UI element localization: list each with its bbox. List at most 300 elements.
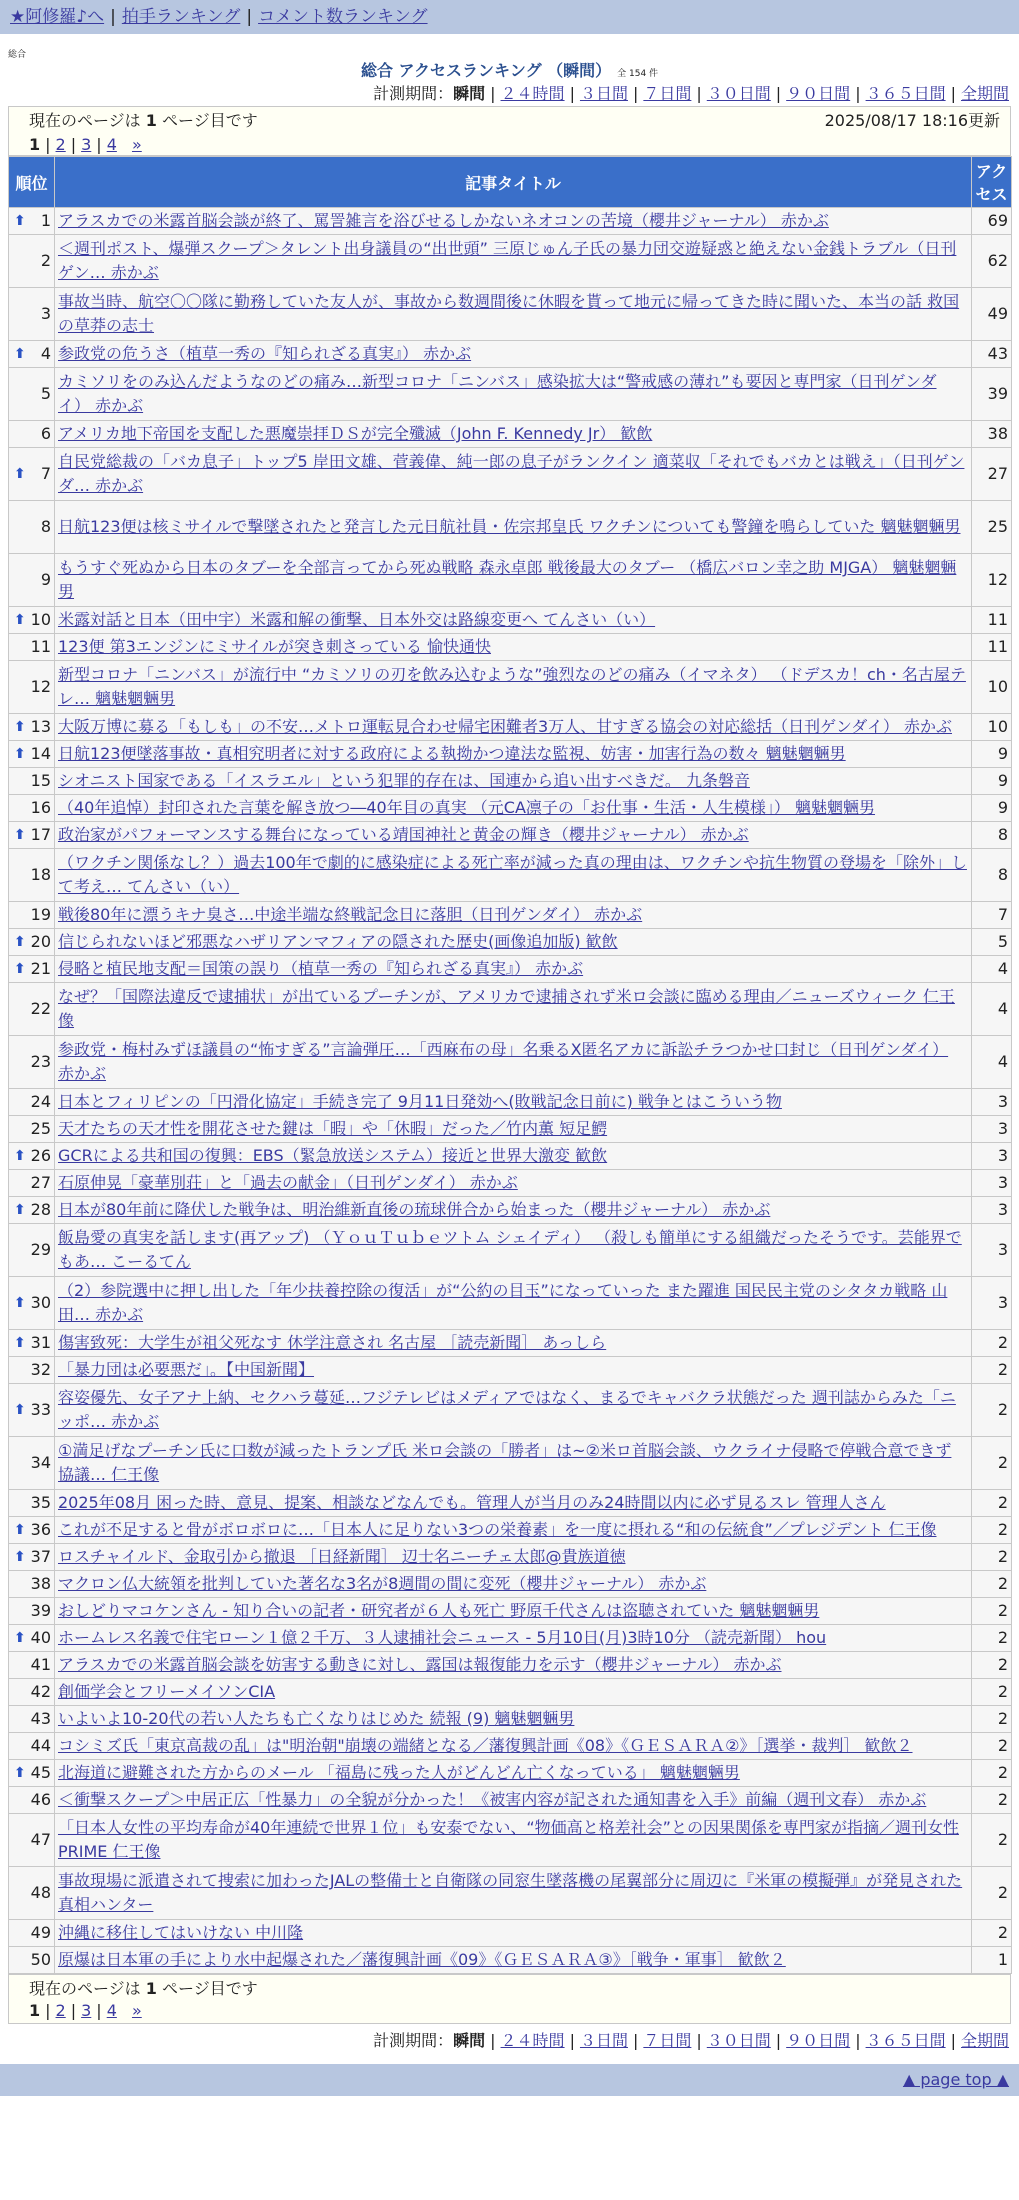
rank-cell [9,1357,55,1384]
rank-cell [9,368,55,421]
period-option-6[interactable]: 全期間 [960,84,1009,103]
title-cell [55,1170,972,1197]
rank-number: 6 [40,424,51,443]
period-separator: | [855,2031,861,2050]
title-cell [55,1814,972,1867]
rank-number: 30 [30,1293,51,1312]
rank-cell [9,288,55,341]
period-option-3[interactable]: ３０日間 [706,84,771,103]
period-option-2[interactable]: ７日間 [643,2031,692,2050]
article-title-link[interactable]: 日本とフィリピンの「円滑化協定」手続き完了 9月11日発効へ(敗戦記念日前に) 戦争とはこういう物 [58,1092,782,1111]
article-title-link[interactable]: 容姿優先、女子アナ上納、セクハラ蔓延…フジテレビはメディアではなく、まるでキャバクラ状態だった 週刊誌からみた「ニッポ… 赤かぶ [58,1388,956,1431]
rank-number: 47 [30,1830,51,1849]
title-cell [55,208,972,235]
rank-number: 42 [30,1682,51,1701]
article-title-link[interactable]: 米露対話と日本（田中宇）米露和解の衝撃、日本外交は路線変更へ てんさい（い） [58,610,656,629]
rank-cell [9,1598,55,1625]
access-count: 12 [972,554,1012,607]
access-count: 2 [972,1517,1012,1544]
title-cell [55,1330,972,1357]
title-cell [55,1224,972,1277]
article-title-link[interactable]: 石原伸晃「豪華別荘」と「過去の献金」（日刊ゲンダイ） 赤かぶ [58,1173,518,1192]
rank-number: 18 [30,865,51,884]
rank-number: 10 [30,610,51,629]
rank-cell [9,634,55,661]
rank-number: 24 [30,1092,51,1111]
title-cell [55,983,972,1036]
rank-cell [9,1760,55,1787]
period-separator: | [490,84,496,103]
rank-number: 7 [40,464,51,483]
title-cell [55,1197,972,1224]
pager-bottom [29,2001,1000,2020]
rank-cell [9,661,55,714]
period-option-1[interactable]: ３日間 [579,84,628,103]
article-title-link[interactable]: アラスカでの米露首脳会談を妨害する動きに対し、露国は報復能力を示す（櫻井ジャーナル） 赤かぶ [58,1655,782,1674]
rank-number: 23 [30,1052,51,1071]
rank-cell [9,1384,55,1437]
table-row [9,1384,1012,1437]
title-cell [55,554,972,607]
pager [29,133,1000,157]
access-count: 2 [972,1571,1012,1598]
rank-number: 22 [30,999,51,1018]
article-title-link[interactable]: 大阪万博に募る「もしも」の不安…メトロ運転見合わせ帰宅困難者3万人、甘すぎる協会の対応総括（日刊ゲンダイ） 赤かぶ [58,717,952,736]
article-title-link[interactable]: 創価学会とフリーメイソンCIA [58,1682,276,1701]
pager-page-4[interactable]: 4 [106,135,117,154]
access-count: 2 [972,1814,1012,1867]
up-arrow-icon: ⬆ [14,612,26,628]
title-cell [55,634,972,661]
article-title-link[interactable]: 日航123便墜落事故・真相究明者に対する政府による執拗かつ違法な監視、妨害・加害行為の数々 魑魅魍魎男 [58,744,846,763]
title-cell [55,1571,972,1598]
table-row [9,448,1012,501]
ranking-table [8,156,1012,1974]
article-title-link[interactable]: これが不足すると骨がボロボロに…「日本人に足りない3つの栄養素」を一度に摂れる“和の伝統食”／プレジデント 仁王像 [58,1520,937,1539]
table-row [9,822,1012,849]
article-title-link[interactable]: 「日本人女性の平均寿命が40年連続で世界１位」も安泰でない、“物価高と格差社会”との因果関係を専門家が指摘／週刊女性PRIME 仁王像 [58,1818,959,1861]
access-count: 4 [972,1036,1012,1089]
article-title-link[interactable]: 侵略と植民地支配＝国策の誤り（植草一秀の『知られざる真実』） 赤かぶ [58,959,584,978]
rank-number: 50 [30,1950,51,1969]
rank-number: 33 [30,1400,51,1419]
title-cell [55,902,972,929]
rank-number: 43 [30,1709,51,1728]
article-title-link[interactable]: 新型コロナ「ニンバス」が流行中 “カミソリの刃を飲み込むような”強烈なのどの痛み（イマネタ） （ドデスカ！ch・名古屋テレ… 魑魅魍魎男 [58,665,966,708]
article-title-link[interactable]: アラスカでの米露首脳会談が終了、罵詈雑言を浴びせるしかないネオコンの苦境（櫻井ジャーナル） 赤かぶ [58,211,829,230]
access-count: 2 [972,1920,1012,1947]
page-info-box-bottom [8,1974,1011,2024]
total-count: 全 154 件 [617,69,659,79]
access-count: 3 [972,1116,1012,1143]
rank-cell [9,421,55,448]
title-cell [55,1920,972,1947]
access-count: 62 [972,235,1012,288]
pager-page-4[interactable]: 4 [106,2001,117,2020]
rank-cell [9,208,55,235]
title-cell [55,1384,972,1437]
rank-cell [9,902,55,929]
period-label: 計測期間： [373,84,454,103]
pager-separator: | [96,2001,102,2020]
period-option-0[interactable]: ２４時間 [500,2031,565,2050]
title-cell [55,741,972,768]
up-arrow-icon: ⬆ [14,961,26,977]
pager-separator: | [70,135,77,154]
title-cell [55,1598,972,1625]
article-title-link[interactable]: 日本が80年前に降伏した戦争は、明治維新直後の琉球併合から始まった（櫻井ジャーナル） 赤かぶ [58,1200,771,1219]
rank-cell [9,1224,55,1277]
title-cell [55,822,972,849]
access-count: 8 [972,849,1012,902]
rank-cell [9,1706,55,1733]
article-title-link[interactable]: 自民党総裁の「バカ息子」トップ5 岸田文雄、菅義偉、純一郎の息子がランクイン 適菜収「それでもバカとは戦え」（日刊ゲンダ… 赤かぶ [58,452,965,495]
home-link[interactable]: ★阿修羅♪へ [10,7,105,27]
access-count: 2 [972,1544,1012,1571]
table-row [9,1920,1012,1947]
rank-number: 37 [30,1547,51,1566]
rank-cell [9,1947,55,1974]
article-title-link[interactable]: 北海道に避難された方からのメール 「福島に残った人がどんどん亡くなっている」 魑魅魍魎男 [58,1763,740,1782]
rank-number: 25 [30,1119,51,1138]
table-row [9,1867,1012,1920]
title-cell [55,1652,972,1679]
rank-header: 順位 [9,157,55,208]
article-title-link[interactable]: ロスチャイルド、金取引から撤退 ［日経新聞］ 辺士名ニーチェ太郎@貴族道徳 [58,1547,626,1566]
title-cell [55,341,972,368]
table-row [9,1544,1012,1571]
access-header: アクセス [972,157,1012,208]
article-title-link[interactable]: カミソリをのみ込んだようなのどの痛み…新型コロナ「ニンバス」感染拡大は“警戒感の薄れ”も要因と専門家（日刊ゲンダイ） 赤かぶ [58,372,937,415]
table-row [9,1625,1012,1652]
table-row [9,501,1012,554]
top-nav-bar [0,0,1019,34]
pager-spacer [122,2001,127,2020]
table-row [9,554,1012,607]
table-row [9,795,1012,822]
period-option-1[interactable]: ３日間 [579,2031,628,2050]
access-count: 2 [972,1706,1012,1733]
current-page-text: 現在のページは 1 ページ目です [29,111,258,130]
pager-separator: | [70,2001,77,2020]
up-arrow-icon: ⬆ [14,1202,26,1218]
pager-page-3[interactable]: 3 [81,2001,92,2020]
rank-number: 9 [40,570,51,589]
access-count: 4 [972,983,1012,1036]
access-count: 3 [972,1224,1012,1277]
rank-number: 16 [30,798,51,817]
article-title-link[interactable]: 参政党・梅村みずほ議員の“怖すぎる”言論弾圧…「西麻布の母」名乗るX匿名アカに訴訟チラつかせ口封じ（日刊ゲンダイ） 赤かぶ [58,1040,949,1083]
rank-number: 5 [40,384,51,403]
rank-number: 17 [30,825,51,844]
table-row [9,849,1012,902]
period-option-5[interactable]: ３６５日間 [865,84,946,103]
rank-cell [9,849,55,902]
table-row [9,1787,1012,1814]
updated-timestamp: 2025/08/17 18:16更新 [824,111,1000,130]
title-cell [55,795,972,822]
article-title-link[interactable]: 123便 第3エンジンにミサイルが突き刺さっている 愉快通快 [58,637,491,656]
rank-cell [9,1787,55,1814]
article-title-link[interactable]: 「暴力団は必要悪だ」。【中国新聞】 [58,1360,315,1379]
rank-number: 21 [30,959,51,978]
table-row [9,741,1012,768]
up-arrow-icon: ⬆ [14,827,26,843]
table-row [9,1598,1012,1625]
access-count: 11 [972,607,1012,634]
table-row [9,1116,1012,1143]
current-page-text: 現在のページは 1 ページ目です [29,1979,258,1998]
rank-cell [9,501,55,554]
up-arrow-icon: ⬆ [14,1522,26,1538]
table-row [9,1170,1012,1197]
article-title-link[interactable]: 日航123便は核ミサイルで撃墜されたと発言した元日航社員・佐宗邦皇氏 ワクチンについても警鐘を鳴らしていた 魑魅魍魎男 [58,517,961,536]
rank-number: 15 [30,771,51,790]
title-cell [55,1706,972,1733]
article-title-link[interactable]: 事故当時、航空〇〇隊に勤務していた友人が、事故から数週間後に休暇を貰って地元に帰ってきた時に聞いた、本当の話 救国の草莽の志士 [58,292,960,335]
up-arrow-icon: ⬆ [14,934,26,950]
period-selector-bottom [0,2026,1019,2056]
title-cell [55,288,972,341]
table-row [9,341,1012,368]
table-row [9,1224,1012,1277]
period-current: 瞬間 [453,2031,486,2050]
article-title-link[interactable]: ＜週刊ポスト、爆弾スクープ＞タレント出身議員の“出世頭” 三原じゅん子氏の暴力団交遊疑惑と絶えない金銭トラブル（日刊ゲン… 赤かぶ [58,239,957,282]
article-title-link[interactable]: （ワクチン関係なし？）過去100年で劇的に感染症による死亡率が減った真の理由は、ワクチンや抗生物質の登場を「除外」して考え… てんさい（い） [58,853,967,896]
period-separator: | [490,2031,496,2050]
article-title-link[interactable]: 参政党の危うさ（植草一秀の『知られざる真実』） 赤かぶ [58,344,472,363]
applause-ranking-link[interactable]: 拍手ランキング [121,7,241,27]
access-count: 2 [972,1760,1012,1787]
access-count: 2 [972,1330,1012,1357]
article-title-link[interactable]: ＜衝撃スクープ＞中居正広「性暴力」の全貌が分かった！《被害内容が記された通知書を入手》前編（週刊文春） 赤かぶ [58,1790,927,1809]
access-count: 3 [972,1277,1012,1330]
pager-next[interactable]: » [131,2001,142,2020]
access-count: 2 [972,1384,1012,1437]
title-cell [55,501,972,554]
article-title-link[interactable]: マクロン仏大統領を批判していた著名な3名が8週間の間に変死（櫻井ジャーナル） 赤かぶ [58,1574,707,1593]
rank-number: 1 [40,211,51,230]
table-row [9,1571,1012,1598]
period-separator: | [950,2031,956,2050]
rank-cell [9,929,55,956]
table-row [9,235,1012,288]
table-row [9,208,1012,235]
table-row [9,288,1012,341]
rank-cell [9,607,55,634]
table-row [9,661,1012,714]
article-title-link[interactable]: 信じられないほど邪悪なハザリアンマフィアの隠された歴史(画像追加版) 歓飲 [58,932,618,951]
period-option-4[interactable]: ９０日間 [786,2031,851,2050]
pager-next[interactable]: » [131,135,142,154]
pager-page-3[interactable]: 3 [81,135,92,154]
access-count: 9 [972,741,1012,768]
article-title-link[interactable]: （40年追悼）封印された言葉を解き放つ―40年目の真実 （元CA凛子の「お仕事・生活・人生模様」） 魑魅魍魎男 [58,798,876,817]
rank-number: 20 [30,932,51,951]
article-title-link[interactable]: （2）参院選中に押し出した「年少扶養控除の復活」が“公約の目玉”になっていった また躍進 国民民主党のシタタカ戦略 山田… 赤かぶ [58,1281,948,1324]
title-cell [55,1490,972,1517]
rank-number: 35 [30,1493,51,1512]
article-title-link[interactable]: シオニスト国家である「イスラエル」という犯罪的存在は、国連から追い出すべきだ。 九条磐音 [58,771,750,790]
article-title-link[interactable]: いよいよ10-20代の若い人たちも亡くなりはじめた 続報 (9) 魑魅魍魎男 [58,1709,575,1728]
table-row [9,607,1012,634]
rank-number: 2 [40,251,51,270]
article-title-link[interactable]: おしどりマコケンさん - 知り合いの記者・研究者が６人も死亡 野原千代さんは盗聴されていた 魑魅魍魎男 [58,1601,820,1620]
rank-number: 14 [30,744,51,763]
access-count: 2 [972,1787,1012,1814]
table-row [9,1143,1012,1170]
table-row [9,1679,1012,1706]
rank-cell [9,956,55,983]
rank-cell [9,1089,55,1116]
table-row [9,1036,1012,1089]
rank-cell [9,768,55,795]
access-count: 1 [972,1947,1012,1974]
access-count: 9 [972,795,1012,822]
title-cell [55,421,972,448]
rank-cell [9,1920,55,1947]
article-title-link[interactable]: 傷害致死：大学生が祖父死なす 休学注意され 名古屋 ［読売新聞］ あっしら [58,1333,607,1352]
article-title-link[interactable]: 戦後80年に漂うキナ臭さ…中途半端な終戦記念日に落胆（日刊ゲンダイ） 赤かぶ [58,905,643,924]
comment-ranking-link[interactable]: コメント数ランキング [258,7,428,27]
title-cell [55,1760,972,1787]
period-separator: | [632,84,639,103]
rank-number: 8 [40,517,51,536]
period-option-6[interactable]: 全期間 [960,2031,1009,2050]
title-cell [55,929,972,956]
pager-page-2[interactable]: 2 [55,2001,66,2020]
up-arrow-icon: ⬆ [14,719,26,735]
rank-cell [9,1733,55,1760]
access-count: 49 [972,288,1012,341]
article-title-link[interactable]: ホームレス名義で住宅ローン１億２千万、３人逮捕社会ニュース - 5月10日(月)3時10分 （読売新聞） hou [58,1628,827,1647]
table-row [9,1357,1012,1384]
article-title-link[interactable]: なぜ？「国際法違反で逮捕状」が出ているプーチンが、アメリカで逮捕されず米ロ会談に臨める理由／ニューズウィーク 仁王像 [58,987,955,1030]
table-row [9,1517,1012,1544]
article-title-link[interactable]: 事故現場に派遣されて捜索に加わったJALの整備士と自衛隊の同窓生墜落機の尾翼部分に周辺に『米軍の模擬弾』が発見された 真相ハンター [58,1871,963,1914]
rank-number: 26 [30,1146,51,1165]
title-cell [55,661,972,714]
table-row [9,1814,1012,1867]
period-option-3[interactable]: ３０日間 [706,2031,771,2050]
access-count: 2 [972,1357,1012,1384]
table-row [9,1947,1012,1974]
rank-cell [9,1652,55,1679]
rank-number: 41 [30,1655,51,1674]
up-arrow-icon: ⬆ [14,466,26,482]
table-row [9,956,1012,983]
article-title-link[interactable]: 2025年08月 困った時、意見、提案、相談などなんでも。管理人が当月のみ24時間以内に必ず見るスレ 管理人さん [58,1493,886,1512]
table-row [9,634,1012,661]
rank-number: 39 [30,1601,51,1620]
title-cell [55,849,972,902]
rank-cell [9,1197,55,1224]
access-count: 3 [972,1143,1012,1170]
period-separator: | [632,2031,639,2050]
title-cell [55,1679,972,1706]
access-count: 3 [972,1197,1012,1224]
period-option-0[interactable]: ２４時間 [500,84,565,103]
access-count: 27 [972,448,1012,501]
page-top-bar [0,2064,1019,2096]
title-cell [55,1357,972,1384]
access-count: 2 [972,1733,1012,1760]
table-row [9,1760,1012,1787]
article-title-link[interactable]: アメリカ地下帝国を支配した悪魔崇拝ＤＳが完全殲滅（John F. Kennedy Jr） 歓飲 [58,424,653,443]
rank-cell [9,341,55,368]
access-count: 3 [972,1170,1012,1197]
article-title-link[interactable]: 政治家がパフォーマンスする舞台になっている靖国神社と黄金の輝き（櫻井ジャーナル） 赤かぶ [58,825,749,844]
rank-number: 12 [30,677,51,696]
table-row [9,902,1012,929]
title-cell [55,1143,972,1170]
pager-separator: | [45,135,51,154]
period-option-4[interactable]: ９０日間 [786,84,851,103]
article-title-link[interactable]: 天才たちの天才性を開花させた鍵は「暇」や「休暇」だった／竹内薫 短足鰐 [58,1119,608,1138]
title-cell [55,1116,972,1143]
up-arrow-icon: ⬆ [14,1402,26,1418]
pager-page-2[interactable]: 2 [55,135,66,154]
article-title-link[interactable]: 飯島愛の真実を話します(再アップ) （ＹｏｕＴｕｂｅツトム シェイディ） （殺しも簡単にする組織だったそうです。芸能界でもあ… こーるてん [58,1228,962,1271]
access-count: 38 [972,421,1012,448]
table-row [9,983,1012,1036]
table-row [9,1490,1012,1517]
table-row [9,714,1012,741]
period-option-5[interactable]: ３６５日間 [865,2031,946,2050]
pager-spacer [122,135,127,154]
access-count: 9 [972,768,1012,795]
rank-number: 46 [30,1790,51,1809]
up-arrow-icon: ⬆ [14,1765,26,1781]
title-cell [55,1544,972,1571]
rank-cell [9,1517,55,1544]
up-arrow-icon: ⬆ [14,746,26,762]
nav-separator: | [246,7,253,27]
rank-number: 13 [30,717,51,736]
title-cell [55,1517,972,1544]
rank-cell [9,448,55,501]
title-cell [55,448,972,501]
rank-number: 19 [30,905,51,924]
rank-number: 44 [30,1736,51,1755]
article-title-link[interactable]: 沖縄に移住してはいけない 中川隆 [58,1923,304,1942]
table-row [9,1089,1012,1116]
article-title-link[interactable]: 原爆は日本軍の手により水中起爆された／藩復興計画《09》《ＧＥＳＡＲＡ③》［戦争・軍事］ 歓飲２ [58,1950,786,1969]
article-title-link[interactable]: GCRによる共和国の復興：EBS（緊急放送システム）接近と世界大激変 歓飲 [58,1146,608,1165]
period-separator: | [855,84,861,103]
article-title-link[interactable]: ①満足げなプーチン氏に口数が減ったトランプ氏 米ロ会談の「勝者」は~②米ロ首脳会談、ウクライナ侵略で停戦合意できず 協議… 仁王像 [58,1441,952,1484]
article-title-link[interactable]: コシミズ氏「東京高裁の乱」は"明治朝"崩壊の端緒となる／藩復興計画《08》《ＧＥＳＡＲＡ②》［選挙・裁判］ 歓飲２ [58,1736,913,1755]
rank-cell [9,1143,55,1170]
access-count: 10 [972,714,1012,741]
rank-cell [9,1490,55,1517]
page-top-link[interactable]: ▲ page top ▲ [902,2070,1009,2089]
rank-cell [9,1679,55,1706]
period-option-2[interactable]: ７日間 [643,84,692,103]
up-arrow-icon: ⬆ [14,346,26,362]
table-row [9,368,1012,421]
article-title-link[interactable]: もうすぐ死ぬから日本のタブーを全部言ってから死ぬ戦略 森永卓郎 戦後最大のタブー （橋広バロン幸之助 MJGA） 魑魅魍魎男 [58,558,957,601]
rank-cell [9,1036,55,1089]
up-arrow-icon: ⬆ [14,213,26,229]
access-count: 5 [972,929,1012,956]
period-separator: | [696,84,702,103]
rank-cell [9,714,55,741]
rank-number: 45 [30,1763,51,1782]
table-row [9,1652,1012,1679]
access-count: 43 [972,341,1012,368]
page-info-box [8,106,1011,156]
